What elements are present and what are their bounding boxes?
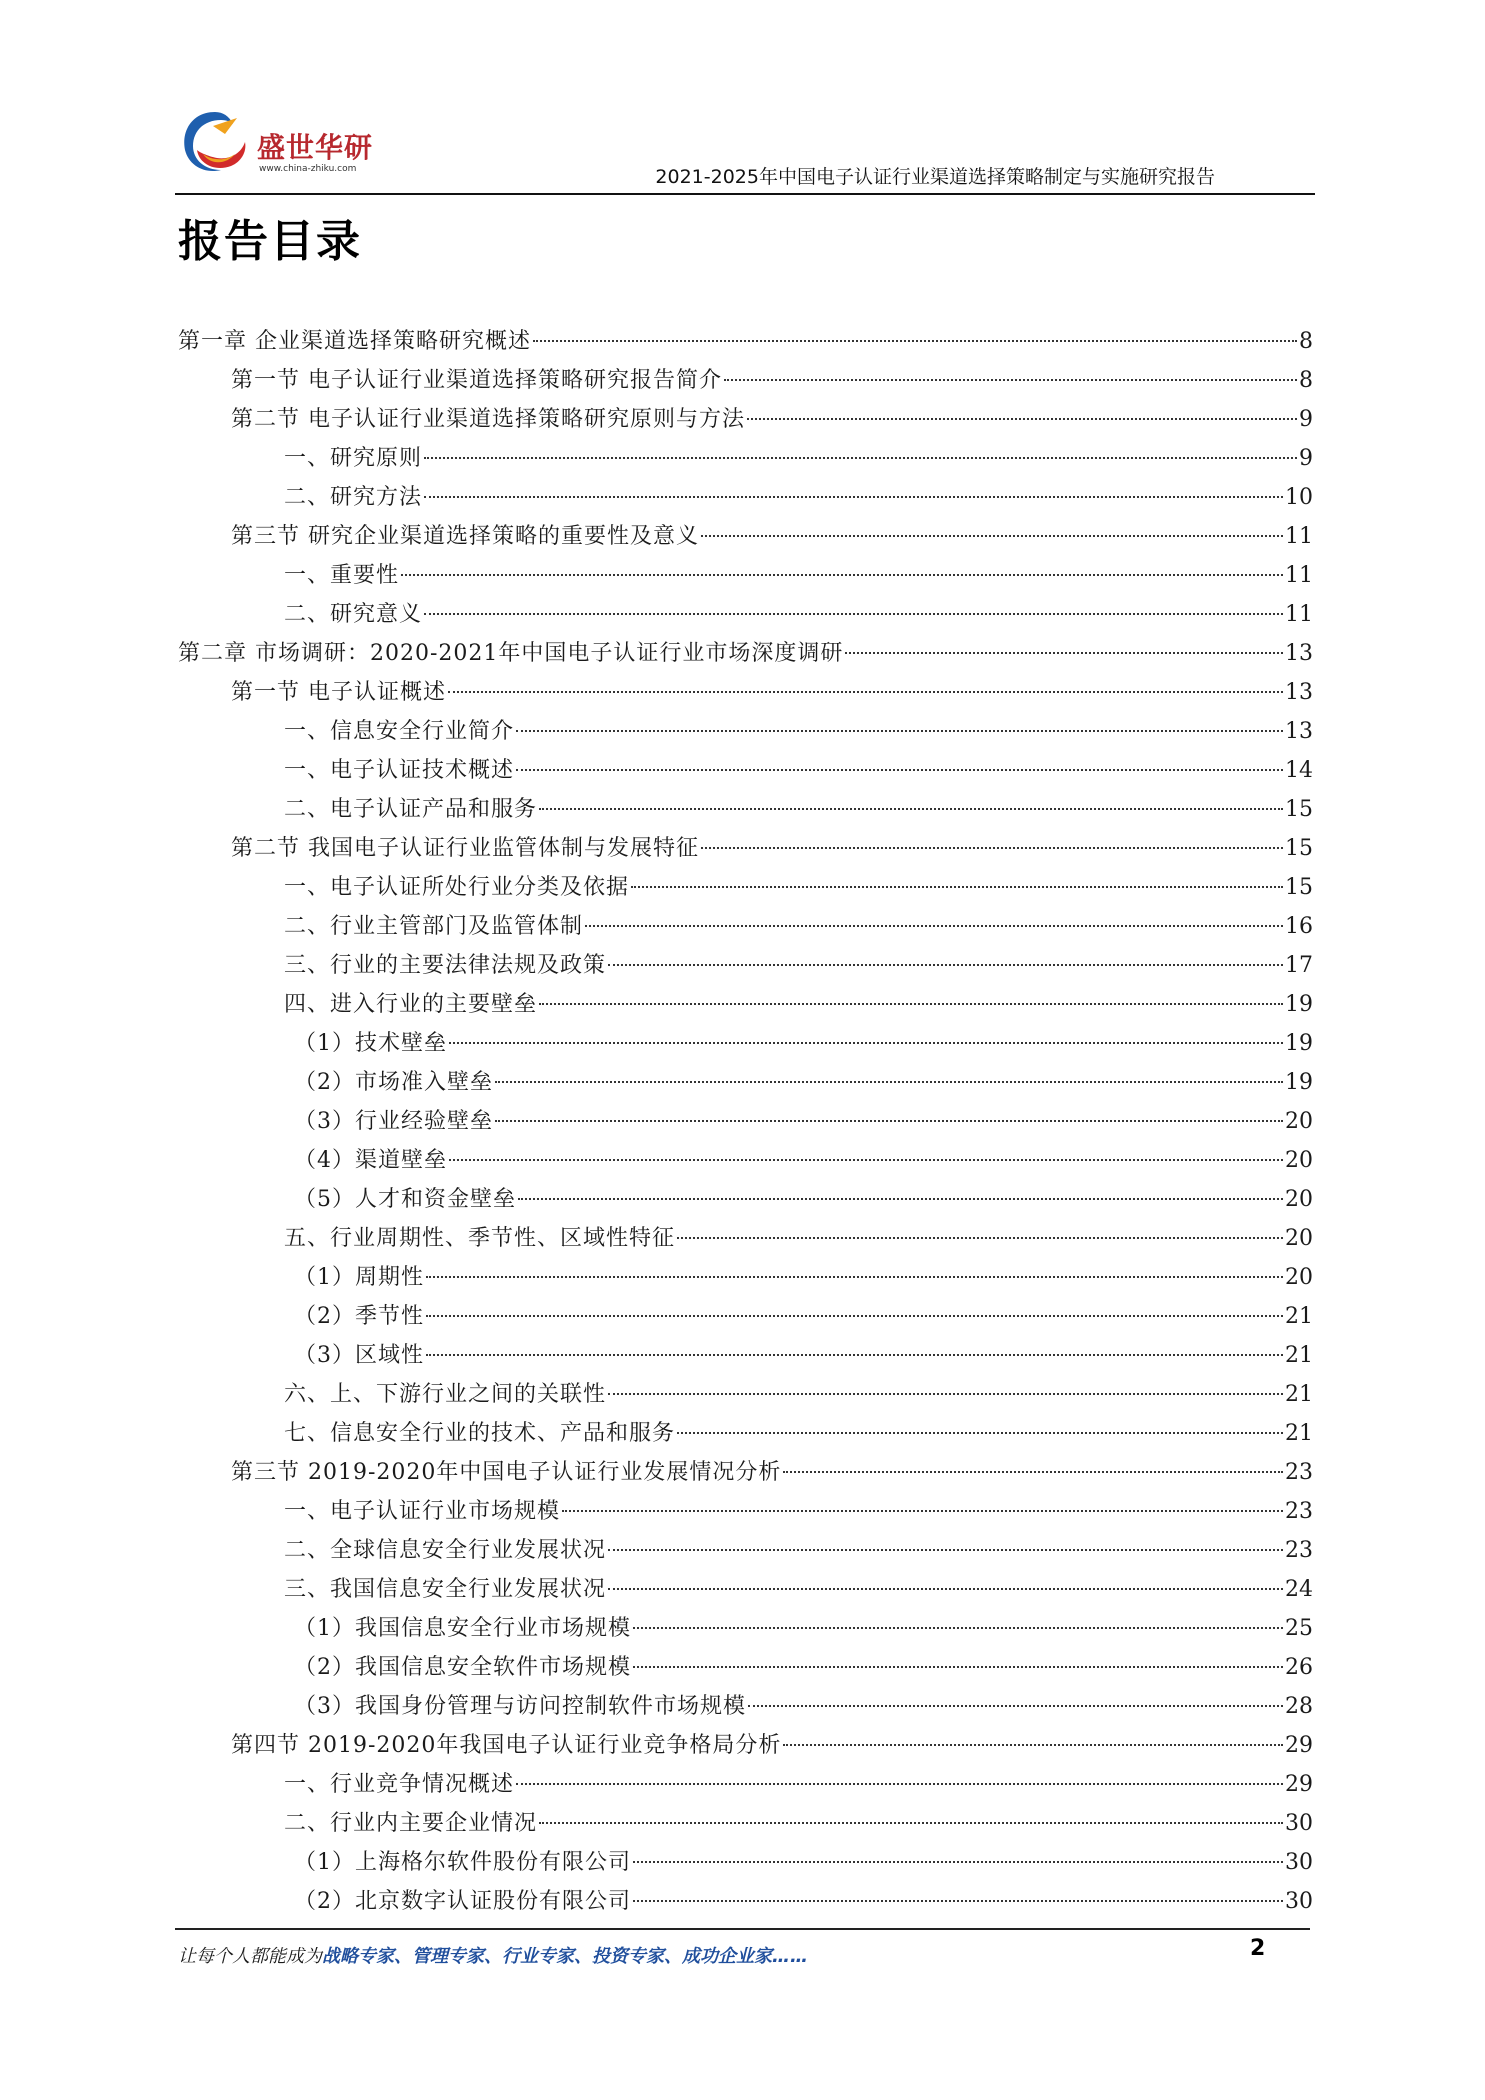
- toc-entry-text: 二、研究意义: [284, 602, 423, 627]
- toc-page-number: 11: [1285, 524, 1313, 549]
- toc-entry[interactable]: [178, 1882, 1313, 1921]
- toc-entry[interactable]: [178, 1609, 1313, 1648]
- slogan-prefix: 让每个人都能成为: [178, 1946, 322, 1967]
- toc-entry[interactable]: [178, 1336, 1313, 1375]
- toc-page-number: 21: [1285, 1304, 1313, 1329]
- toc-entry[interactable]: [178, 1024, 1313, 1063]
- toc-page-number: 25: [1285, 1616, 1313, 1641]
- toc-entry[interactable]: [178, 673, 1313, 712]
- toc-leader-dots: [539, 1003, 1283, 1005]
- toc-entry[interactable]: [178, 478, 1313, 517]
- toc-leader-dots: [426, 1315, 1283, 1317]
- toc-page-number: 28: [1285, 1694, 1313, 1719]
- toc-page-number: 20: [1285, 1265, 1313, 1290]
- toc-leader-dots: [608, 964, 1283, 966]
- toc-leader-dots: [677, 1432, 1283, 1434]
- toc-entry[interactable]: [178, 1726, 1313, 1765]
- toc-page-number: 24: [1285, 1577, 1313, 1602]
- toc-entry[interactable]: [178, 1102, 1313, 1141]
- toc-entry-text: （1）我国信息安全行业市场规模: [294, 1616, 631, 1641]
- toc-leader-dots: [701, 847, 1283, 849]
- toc-entry[interactable]: [178, 1063, 1313, 1102]
- toc-leader-dots: [562, 1510, 1283, 1512]
- toc-entry[interactable]: [178, 517, 1313, 556]
- toc-page-number: 15: [1285, 875, 1313, 900]
- toc-leader-dots: [585, 925, 1283, 927]
- toc-leader-dots: [783, 1744, 1283, 1746]
- toc-leader-dots: [424, 496, 1283, 498]
- toc-entry-text: （2）市场准入壁垒: [294, 1070, 493, 1095]
- toc-entry[interactable]: [178, 439, 1313, 478]
- toc-entry[interactable]: [178, 1765, 1313, 1804]
- toc-entry[interactable]: [178, 1648, 1313, 1687]
- toc-entry[interactable]: [178, 1414, 1313, 1453]
- toc-page-number: 30: [1285, 1889, 1313, 1914]
- toc-entry-text: 第一章 企业渠道选择策略研究概述: [178, 329, 531, 354]
- toc-leader-dots: [633, 1666, 1283, 1668]
- toc-page-number: 30: [1285, 1850, 1313, 1875]
- toc-leader-dots: [633, 1861, 1283, 1863]
- document-title: 2021-2025年中国电子认证行业渠道选择策略制定与实施研究报告: [655, 166, 1215, 188]
- toc-leader-dots: [495, 1081, 1283, 1083]
- toc-page-number: 21: [1285, 1382, 1313, 1407]
- toc-entry-text: 七、信息安全行业的技术、产品和服务: [284, 1421, 676, 1446]
- table-of-contents: [178, 322, 1313, 1921]
- toc-page-number: 9: [1299, 407, 1313, 432]
- toc-page-number: 23: [1285, 1538, 1313, 1563]
- slogan-highlight: 战略专家、管理专家、行业专家、投资专家、成功企业家……: [322, 1946, 808, 1967]
- toc-entry[interactable]: [178, 556, 1313, 595]
- toc-entry-text: （5）人才和资金壁垒: [294, 1187, 516, 1212]
- toc-page-number: 8: [1299, 329, 1313, 354]
- toc-entry[interactable]: [178, 322, 1313, 361]
- toc-entry-text: 一、行业竞争情况概述: [284, 1772, 515, 1797]
- toc-entry[interactable]: [178, 751, 1313, 790]
- logo-name: 盛世华研: [257, 131, 374, 164]
- toc-leader-dots: [845, 652, 1283, 654]
- header-divider: [175, 193, 1315, 195]
- toc-leader-dots: [533, 340, 1297, 342]
- toc-page-number: 9: [1299, 446, 1313, 471]
- toc-entry-text: （1）技术壁垒: [294, 1031, 447, 1056]
- toc-page-number: 26: [1285, 1655, 1313, 1680]
- toc-leader-dots: [633, 1627, 1283, 1629]
- toc-entry[interactable]: [178, 1453, 1313, 1492]
- toc-entry-text: （1）上海格尔软件股份有限公司: [294, 1850, 631, 1875]
- toc-entry-text: （2）季节性: [294, 1304, 424, 1329]
- toc-leader-dots: [426, 1354, 1283, 1356]
- toc-page-number: 23: [1285, 1499, 1313, 1524]
- page-header: [175, 100, 1315, 196]
- toc-entry-text: 第一节 电子认证概述: [231, 680, 446, 705]
- toc-entry[interactable]: [178, 907, 1313, 946]
- toc-entry-text: 第三节 2019-2020年中国电子认证行业发展情况分析: [231, 1460, 782, 1485]
- toc-leader-dots: [424, 457, 1297, 459]
- toc-leader-dots: [426, 1276, 1283, 1278]
- toc-page-number: 20: [1285, 1187, 1313, 1212]
- toc-entry-text: （2）我国信息安全软件市场规模: [294, 1655, 631, 1680]
- toc-entry[interactable]: [178, 1531, 1313, 1570]
- toc-leader-dots: [748, 1705, 1283, 1707]
- toc-leader-dots: [608, 1549, 1283, 1551]
- toc-leader-dots: [608, 1588, 1283, 1590]
- toc-leader-dots: [783, 1471, 1283, 1473]
- toc-entry-text: （3）区域性: [294, 1343, 424, 1368]
- toc-entry-text: 第二节 我国电子认证行业监管体制与发展特征: [231, 836, 699, 861]
- toc-leader-dots: [747, 418, 1297, 420]
- toc-entry-text: 四、进入行业的主要壁垒: [284, 992, 538, 1017]
- toc-leader-dots: [449, 1159, 1283, 1161]
- toc-leader-dots: [448, 691, 1283, 693]
- toc-entry-text: 一、电子认证技术概述: [284, 758, 515, 783]
- toc-entry[interactable]: [178, 1492, 1313, 1531]
- toc-leader-dots: [424, 613, 1283, 615]
- page-title: 报告目录: [178, 216, 362, 267]
- toc-entry-text: 六、上、下游行业之间的关联性: [284, 1382, 607, 1407]
- toc-page-number: 29: [1285, 1733, 1313, 1758]
- toc-page-number: 11: [1285, 602, 1313, 627]
- footer-slogan: [178, 1942, 808, 1968]
- toc-page-number: 13: [1285, 680, 1313, 705]
- toc-leader-dots: [724, 379, 1297, 381]
- toc-entry[interactable]: [178, 400, 1313, 439]
- toc-entry-text: 二、行业内主要企业情况: [284, 1811, 538, 1836]
- toc-page-number: 15: [1285, 797, 1313, 822]
- toc-page-number: 17: [1285, 953, 1313, 978]
- toc-entry[interactable]: [178, 1297, 1313, 1336]
- toc-entry-text: （4）渠道壁垒: [294, 1148, 447, 1173]
- toc-entry[interactable]: [178, 946, 1313, 985]
- toc-leader-dots: [631, 886, 1283, 888]
- toc-page-number: 16: [1285, 914, 1313, 939]
- toc-page-number: 11: [1285, 563, 1313, 588]
- toc-leader-dots: [539, 1822, 1283, 1824]
- toc-entry-text: （3）我国身份管理与访问控制软件市场规模: [294, 1694, 746, 1719]
- toc-entry[interactable]: [178, 1843, 1313, 1882]
- toc-leader-dots: [539, 808, 1283, 810]
- toc-leader-dots: [633, 1900, 1283, 1902]
- toc-entry[interactable]: [178, 1219, 1313, 1258]
- toc-entry[interactable]: [178, 1375, 1313, 1414]
- toc-entry-text: （1）周期性: [294, 1265, 424, 1290]
- toc-leader-dots: [401, 574, 1283, 576]
- toc-leader-dots: [677, 1237, 1283, 1239]
- page-number: 2: [1250, 1936, 1266, 1961]
- toc-leader-dots: [449, 1042, 1283, 1044]
- toc-entry-text: 二、电子认证产品和服务: [284, 797, 538, 822]
- toc-leader-dots: [495, 1120, 1283, 1122]
- toc-entry-text: 二、全球信息安全行业发展状况: [284, 1538, 607, 1563]
- toc-leader-dots: [518, 1198, 1283, 1200]
- toc-leader-dots: [701, 535, 1283, 537]
- toc-entry-text: 三、我国信息安全行业发展状况: [284, 1577, 607, 1602]
- toc-entry-text: 二、研究方法: [284, 485, 423, 510]
- toc-page-number: 10: [1285, 485, 1313, 510]
- toc-entry-text: 一、电子认证行业市场规模: [284, 1499, 561, 1524]
- toc-entry-text: 五、行业周期性、季节性、区域性特征: [284, 1226, 676, 1251]
- toc-entry[interactable]: [178, 1141, 1313, 1180]
- toc-page-number: 14: [1285, 758, 1313, 783]
- toc-entry[interactable]: [178, 1687, 1313, 1726]
- toc-entry-text: （2）北京数字认证股份有限公司: [294, 1889, 631, 1914]
- toc-entry[interactable]: [178, 634, 1313, 673]
- toc-page-number: 21: [1285, 1421, 1313, 1446]
- toc-entry[interactable]: [178, 790, 1313, 829]
- toc-page-number: 19: [1285, 1031, 1313, 1056]
- toc-entry-text: 三、行业的主要法律法规及政策: [284, 953, 607, 978]
- toc-entry[interactable]: [178, 361, 1313, 400]
- toc-page-number: 30: [1285, 1811, 1313, 1836]
- toc-leader-dots: [516, 1783, 1283, 1785]
- toc-page-number: 20: [1285, 1226, 1313, 1251]
- toc-page-number: 19: [1285, 992, 1313, 1017]
- toc-page-number: 13: [1285, 641, 1313, 666]
- toc-entry-text: 二、行业主管部门及监管体制: [284, 914, 584, 939]
- footer-divider: [175, 1928, 1310, 1930]
- toc-entry-text: 第二章 市场调研：2020-2021年中国电子认证行业市场深度调研: [178, 641, 844, 666]
- toc-entry[interactable]: [178, 1804, 1313, 1843]
- toc-entry-text: 一、信息安全行业简介: [284, 719, 515, 744]
- logo-url: www.china-zhiku.com: [259, 164, 357, 174]
- toc-page-number: 29: [1285, 1772, 1313, 1797]
- toc-entry-text: 第三节 研究企业渠道选择策略的重要性及意义: [231, 524, 699, 549]
- toc-entry-text: 一、研究原则: [284, 446, 423, 471]
- logo-swirl-icon: [175, 104, 255, 184]
- toc-entry-text: 一、重要性: [284, 563, 400, 588]
- toc-page-number: 23: [1285, 1460, 1313, 1485]
- toc-entry[interactable]: [178, 1180, 1313, 1219]
- toc-entry-text: 第一节 电子认证行业渠道选择策略研究报告简介: [231, 368, 722, 393]
- toc-leader-dots: [608, 1393, 1283, 1395]
- toc-entry-text: 第四节 2019-2020年我国电子认证行业竞争格局分析: [231, 1733, 782, 1758]
- toc-entry-text: （3）行业经验壁垒: [294, 1109, 493, 1134]
- toc-page-number: 15: [1285, 836, 1313, 861]
- toc-entry[interactable]: [178, 829, 1313, 868]
- toc-entry[interactable]: [178, 1258, 1313, 1297]
- toc-page-number: 19: [1285, 1070, 1313, 1095]
- company-logo: [175, 104, 395, 188]
- toc-entry[interactable]: [178, 985, 1313, 1024]
- toc-leader-dots: [516, 730, 1283, 732]
- toc-page-number: 21: [1285, 1343, 1313, 1368]
- toc-entry-text: 第二节 电子认证行业渠道选择策略研究原则与方法: [231, 407, 745, 432]
- toc-entry[interactable]: [178, 1570, 1313, 1609]
- toc-entry[interactable]: [178, 868, 1313, 907]
- toc-entry[interactable]: [178, 712, 1313, 751]
- toc-entry[interactable]: [178, 595, 1313, 634]
- toc-page-number: 20: [1285, 1109, 1313, 1134]
- toc-entry-text: 一、电子认证所处行业分类及依据: [284, 875, 630, 900]
- toc-page-number: 20: [1285, 1148, 1313, 1173]
- toc-leader-dots: [516, 769, 1283, 771]
- toc-page-number: 13: [1285, 719, 1313, 744]
- toc-page-number: 8: [1299, 368, 1313, 393]
